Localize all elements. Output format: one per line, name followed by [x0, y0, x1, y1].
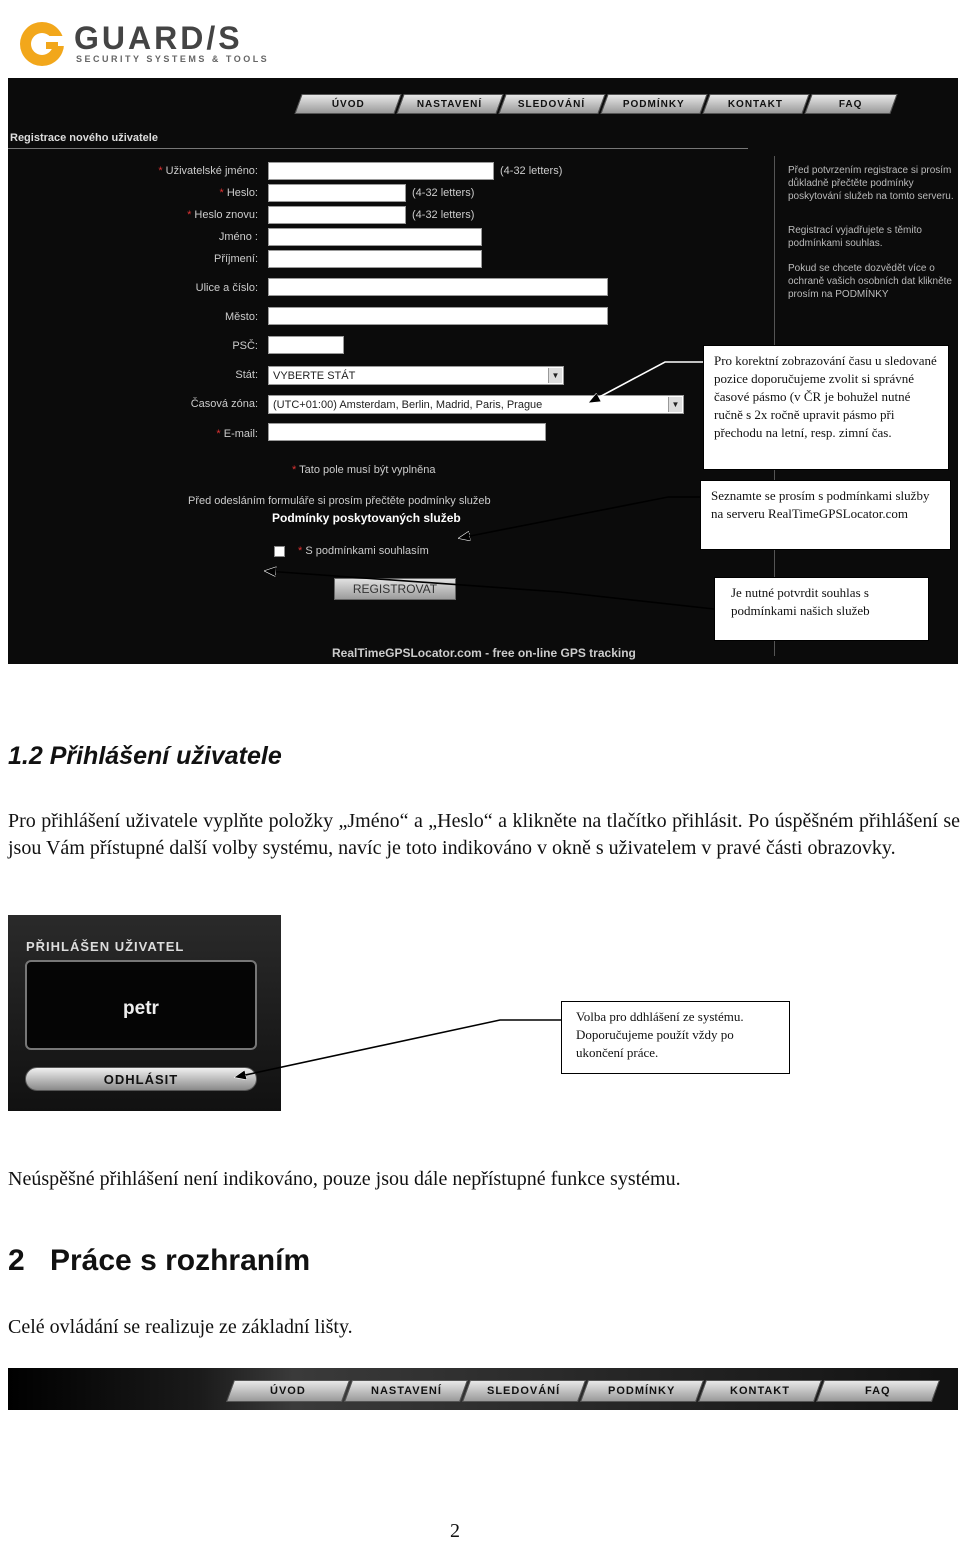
country-label: Stát:	[235, 369, 258, 381]
terms-link[interactable]: Podmínky poskytovaných služeb	[272, 511, 461, 525]
zip-input[interactable]	[268, 336, 344, 354]
nav-nastaveni[interactable]: NASTAVENÍ	[396, 94, 503, 114]
callout-logout: Volba pro ddhlášení ze systému. Doporučujeme použít vždy po ukončení práce.	[561, 1001, 790, 1074]
failed-login-paragraph: Neúspěšné přihlášení není indikováno, pouze jsou dále nepřístupné funkce systému.	[8, 1168, 681, 1190]
sidebar-text-1: Před potvrzením registrace si prosím důkladně přečtěte podmínky poskytování služeb na tomto serveru.	[788, 165, 954, 202]
heading-section-2: 2 Práce s rozhraním	[8, 1244, 311, 1277]
nav-faq[interactable]: FAQ	[816, 1380, 940, 1402]
password-again-input[interactable]	[268, 206, 406, 224]
main-navbar-screenshot	[8, 1368, 958, 1410]
nav-kontakt[interactable]: KONTAKT	[702, 94, 809, 114]
nav-sledovani[interactable]: SLEDOVÁNÍ	[498, 94, 605, 114]
email-label: * E-mail:	[216, 428, 258, 440]
last-name-input[interactable]	[268, 250, 482, 268]
sidebar-text-3: Pokud se chcete dozvědět více o ochraně vašich osobních dat klikněte prosím na PODMÍNKY	[788, 263, 952, 300]
logged-user-name: petr	[123, 998, 159, 1019]
nav-uvod[interactable]: ÚVOD	[294, 94, 401, 114]
user-box	[25, 960, 257, 1050]
callout-timezone: Pro korektní zobrazování času u sledované pozice doporučujeme zvolit si správné časové pásmo (v ČR je bohužel nutné ručně s 2x ročně upravit pásmo při přechodu na letní, resp. zimní čas.	[703, 345, 949, 470]
nav-podminky[interactable]: PODMÍNKY	[600, 94, 707, 114]
street-label: Ulice a číslo:	[195, 282, 258, 294]
country-select[interactable]: VYBERTE STÁT ▼	[268, 366, 564, 385]
first-name-label: Jméno :	[218, 231, 258, 243]
first-name-input[interactable]	[268, 228, 482, 246]
callout-terms: Seznamte se prosím s podmínkami služby na serveru RealTimeGPSLocator.com	[700, 480, 951, 550]
nav-nastaveni[interactable]: NASTAVENÍ	[344, 1380, 468, 1402]
password-again-label: * Heslo znovu:	[187, 209, 258, 221]
nav-faq[interactable]: FAQ	[804, 94, 897, 114]
password-hint: (4-32 letters)	[412, 187, 475, 199]
logo-tagline: SECURITY SYSTEMS & TOOLS	[76, 54, 270, 64]
logout-button[interactable]: ODHLÁSIT	[25, 1067, 257, 1091]
interface-paragraph: Celé ovládání se realizuje ze základní lišty.	[8, 1316, 353, 1338]
timezone-select[interactable]: (UTC+01:00) Amsterdam, Berlin, Madrid, Paris, Prague ▼	[268, 395, 684, 414]
zip-label: PSČ:	[232, 340, 258, 352]
username-label: * Uživatelské jméno:	[158, 165, 258, 177]
email-input[interactable]	[268, 423, 546, 441]
heading-section-1-2: 1.2 Přihlášení uživatele	[8, 742, 282, 770]
password-label: * Heslo:	[219, 187, 258, 199]
username-hint: (4-32 letters)	[500, 165, 563, 177]
main-navbar	[230, 1380, 936, 1402]
username-input[interactable]	[268, 162, 494, 180]
login-panel-title: PŘIHLÁŠEN UŽIVATEL	[26, 939, 185, 954]
divider	[8, 148, 748, 149]
agree-checkbox[interactable]	[274, 546, 285, 557]
terms-notice: Před odesláním formuláře si prosím přečtěte podmínky služeb	[188, 495, 491, 507]
logo-mark-icon	[20, 22, 64, 66]
guards-logo	[20, 20, 280, 66]
top-navbar	[298, 94, 894, 116]
last-name-label: Příjmení:	[213, 253, 258, 265]
city-input[interactable]	[268, 307, 608, 325]
site-footer: RealTimeGPSLocator.com - free on-line GPS tracking	[332, 646, 636, 660]
agree-label: * S podmínkami souhlasím	[298, 545, 429, 557]
page-number: 2	[450, 1520, 460, 1541]
register-button[interactable]: REGISTROVAT	[334, 578, 456, 600]
registration-title: Registrace nového uživatele	[10, 132, 158, 144]
nav-kontakt[interactable]: KONTAKT	[698, 1380, 822, 1402]
sidebar-text-2: Registrací vyjadřujete s těmito podmínkami souhlas.	[788, 225, 922, 249]
login-paragraph: Pro přihlášení uživatele vyplňte položky „Jméno“ a „Heslo“ a klikněte na tlačítko přihlásit. Po úspěšném přihlášení se jsou Vám přístupné další volby systému, navíc je toto indikováno v okně s uživatelem v pravé části obrazovky.	[8, 810, 960, 859]
chevron-down-icon: ▼	[548, 368, 562, 383]
city-label: Město:	[224, 311, 258, 323]
nav-uvod[interactable]: ÚVOD	[226, 1380, 350, 1402]
chevron-down-icon: ▼	[668, 397, 682, 412]
timezone-label: Časová zóna:	[190, 398, 258, 410]
password-again-hint: (4-32 letters)	[412, 209, 475, 221]
arrow-logout	[236, 1020, 561, 1077]
logo-word: GUARD/S	[74, 20, 243, 56]
password-input[interactable]	[268, 184, 406, 202]
callout-agree: Je nutné potvrdit souhlas s podmínkami našich služeb	[714, 577, 929, 641]
nav-podminky[interactable]: PODMÍNKY	[580, 1380, 704, 1402]
required-note: * Tato pole musí být vyplněna	[292, 464, 436, 476]
nav-sledovani[interactable]: SLEDOVÁNÍ	[462, 1380, 586, 1402]
street-input[interactable]	[268, 278, 608, 296]
login-panel-screenshot	[8, 915, 281, 1111]
